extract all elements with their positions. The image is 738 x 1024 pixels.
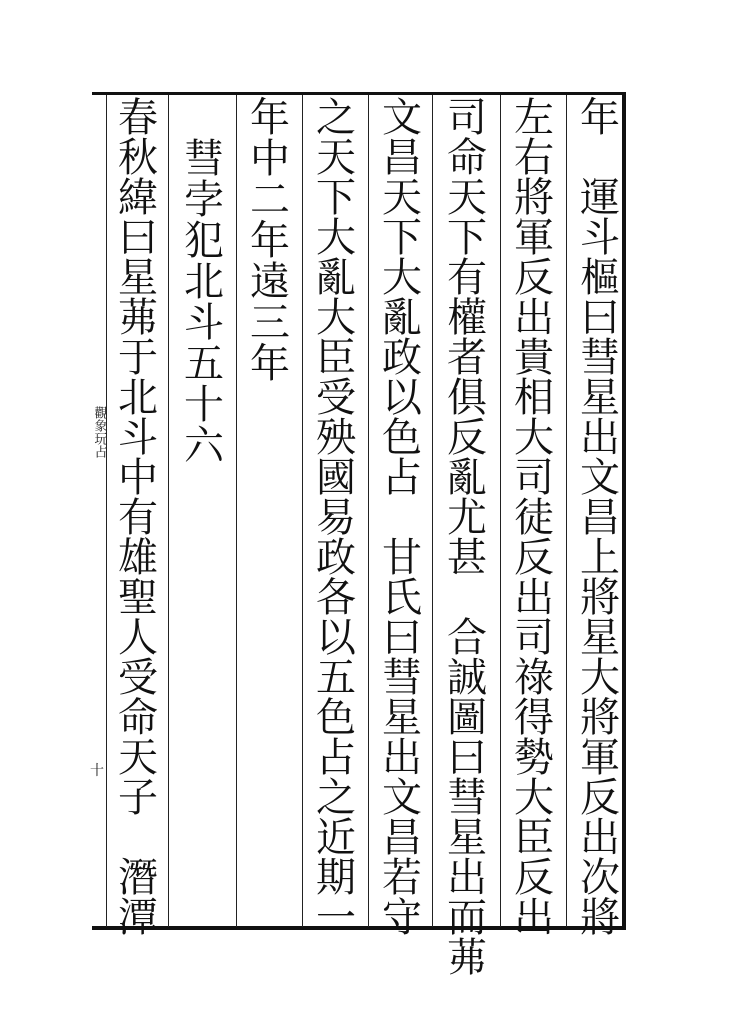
character: 一	[316, 895, 356, 941]
character: 臣	[316, 335, 356, 381]
text-column-6	[246, 95, 294, 924]
character: 得	[514, 695, 554, 741]
character: 大	[580, 655, 620, 701]
character: 將	[580, 695, 620, 741]
character: 茀	[118, 295, 158, 341]
column-rule	[368, 95, 369, 927]
character: 受	[118, 655, 158, 701]
character: 昌	[382, 135, 422, 181]
character: 運	[580, 175, 620, 221]
character: 反	[514, 255, 554, 301]
character: 各	[316, 575, 356, 621]
character: 反	[447, 415, 487, 461]
character: 色	[316, 695, 356, 741]
character: 彗	[184, 136, 224, 182]
character: 亂	[382, 295, 422, 341]
column-rule	[236, 95, 237, 927]
character: 占	[382, 455, 422, 501]
text-column-8	[114, 95, 162, 941]
character: 二	[250, 177, 290, 223]
character: 之	[316, 775, 356, 821]
character: 亂	[316, 255, 356, 301]
character: 斗	[580, 215, 620, 261]
character: 尤	[447, 495, 487, 541]
character: 天	[382, 175, 422, 221]
character: 昌	[382, 815, 422, 861]
character: 命	[118, 695, 158, 741]
column-rule	[566, 95, 567, 927]
character: 十	[184, 382, 224, 428]
character: 政	[382, 335, 422, 381]
character: 出	[580, 415, 620, 461]
column-rule	[168, 95, 169, 927]
character: 司	[447, 95, 487, 141]
character: 三	[250, 300, 290, 346]
character	[184, 98, 224, 139]
character: 大	[316, 215, 356, 261]
character: 權	[447, 295, 487, 341]
character: 出	[514, 575, 554, 621]
character: 大	[514, 415, 554, 461]
character: 星	[118, 255, 158, 301]
character: 五	[316, 655, 356, 701]
text-column-2	[510, 95, 558, 941]
character: 文	[382, 95, 422, 141]
character: 下	[382, 215, 422, 261]
character: 合	[447, 615, 487, 661]
character: 中	[250, 136, 290, 182]
character: 潭	[118, 895, 158, 941]
character: 受	[316, 375, 356, 421]
character: 春	[118, 95, 158, 141]
character	[447, 578, 487, 618]
character: 甚	[447, 535, 487, 581]
character: 昌	[580, 495, 620, 541]
character: 甘	[382, 535, 422, 581]
character: 秋	[118, 135, 158, 181]
column-rule	[500, 95, 501, 927]
character: 下	[316, 175, 356, 221]
character: 右	[514, 135, 554, 181]
text-column-7	[180, 98, 228, 924]
margin-leaf-number: 十	[90, 763, 104, 779]
character: 曰	[118, 215, 158, 261]
character: 六	[184, 423, 224, 469]
character: 軍	[514, 215, 554, 261]
column-rule	[302, 95, 303, 927]
character	[580, 138, 620, 178]
character: 臣	[514, 815, 554, 861]
character: 軍	[580, 735, 620, 781]
character: 俱	[447, 375, 487, 421]
character: 期	[316, 855, 356, 901]
character: 茀	[447, 935, 487, 981]
character: 北	[118, 375, 158, 421]
character: 司	[514, 615, 554, 661]
character: 下	[447, 215, 487, 261]
character: 子	[118, 775, 158, 821]
character: 大	[316, 295, 356, 341]
character: 文	[382, 775, 422, 821]
character: 雄	[118, 535, 158, 581]
margin-book-title: 觀象玩占	[91, 406, 107, 458]
character: 大	[514, 775, 554, 821]
character: 祿	[514, 655, 554, 701]
character	[382, 498, 422, 538]
character: 曰	[580, 295, 620, 341]
character: 色	[382, 415, 422, 461]
character: 出	[580, 815, 620, 861]
character: 曰	[382, 615, 422, 661]
text-column-3	[443, 95, 491, 981]
character: 以	[316, 615, 356, 661]
character: 年	[250, 218, 290, 264]
character: 星	[382, 695, 422, 741]
character: 遠	[250, 259, 290, 305]
character: 相	[514, 375, 554, 421]
character: 人	[118, 615, 158, 661]
character: 將	[580, 575, 620, 621]
character: 出	[514, 895, 554, 941]
character: 上	[580, 535, 620, 581]
character: 文	[580, 455, 620, 501]
character: 政	[316, 535, 356, 581]
character: 斗	[118, 415, 158, 461]
character: 曰	[447, 735, 487, 781]
character: 年	[580, 95, 620, 141]
character: 誠	[447, 655, 487, 701]
character: 之	[316, 95, 356, 141]
character: 反	[514, 855, 554, 901]
character: 命	[447, 135, 487, 181]
character: 易	[316, 495, 356, 541]
character: 彗	[382, 655, 422, 701]
character: 天	[316, 135, 356, 181]
text-column-1	[576, 95, 624, 941]
character: 聖	[118, 575, 158, 621]
character: 孛	[184, 177, 224, 223]
character: 于	[118, 335, 158, 381]
character: 大	[382, 255, 422, 301]
character: 以	[382, 375, 422, 421]
character: 徒	[514, 495, 554, 541]
character: 有	[447, 255, 487, 301]
character: 而	[447, 895, 487, 941]
character: 出	[382, 735, 422, 781]
margin-edge-text	[90, 96, 106, 458]
character: 反	[514, 535, 554, 581]
character: 緯	[118, 175, 158, 221]
character: 亂	[447, 455, 487, 501]
text-column-4	[378, 95, 426, 941]
text-column-5	[312, 95, 360, 941]
character: 潛	[118, 855, 158, 901]
character: 左	[514, 95, 554, 141]
character: 天	[447, 175, 487, 221]
character: 樞	[580, 255, 620, 301]
character: 彗	[580, 335, 620, 381]
character: 勢	[514, 735, 554, 781]
character: 星	[580, 615, 620, 661]
character: 年	[250, 95, 290, 141]
character: 天	[118, 735, 158, 781]
character	[118, 818, 158, 858]
character: 年	[250, 341, 290, 387]
character: 有	[118, 495, 158, 541]
character: 近	[316, 815, 356, 861]
character: 反	[580, 775, 620, 821]
character: 將	[580, 895, 620, 941]
character: 中	[118, 455, 158, 501]
character: 殃	[316, 415, 356, 461]
character: 將	[514, 175, 554, 221]
character: 者	[447, 335, 487, 381]
character: 若	[382, 855, 422, 901]
character: 犯	[184, 218, 224, 264]
character: 出	[447, 855, 487, 901]
character: 國	[316, 455, 356, 501]
character: 守	[382, 895, 422, 941]
character: 星	[447, 815, 487, 861]
character: 氏	[382, 575, 422, 621]
character: 斗	[184, 300, 224, 346]
character: 貴	[514, 335, 554, 381]
character: 五	[184, 341, 224, 387]
character: 出	[514, 295, 554, 341]
character: 占	[316, 735, 356, 781]
character: 北	[184, 259, 224, 305]
character: 彗	[447, 775, 487, 821]
character: 次	[580, 855, 620, 901]
character: 圖	[447, 695, 487, 741]
character: 星	[580, 375, 620, 421]
character: 司	[514, 455, 554, 501]
